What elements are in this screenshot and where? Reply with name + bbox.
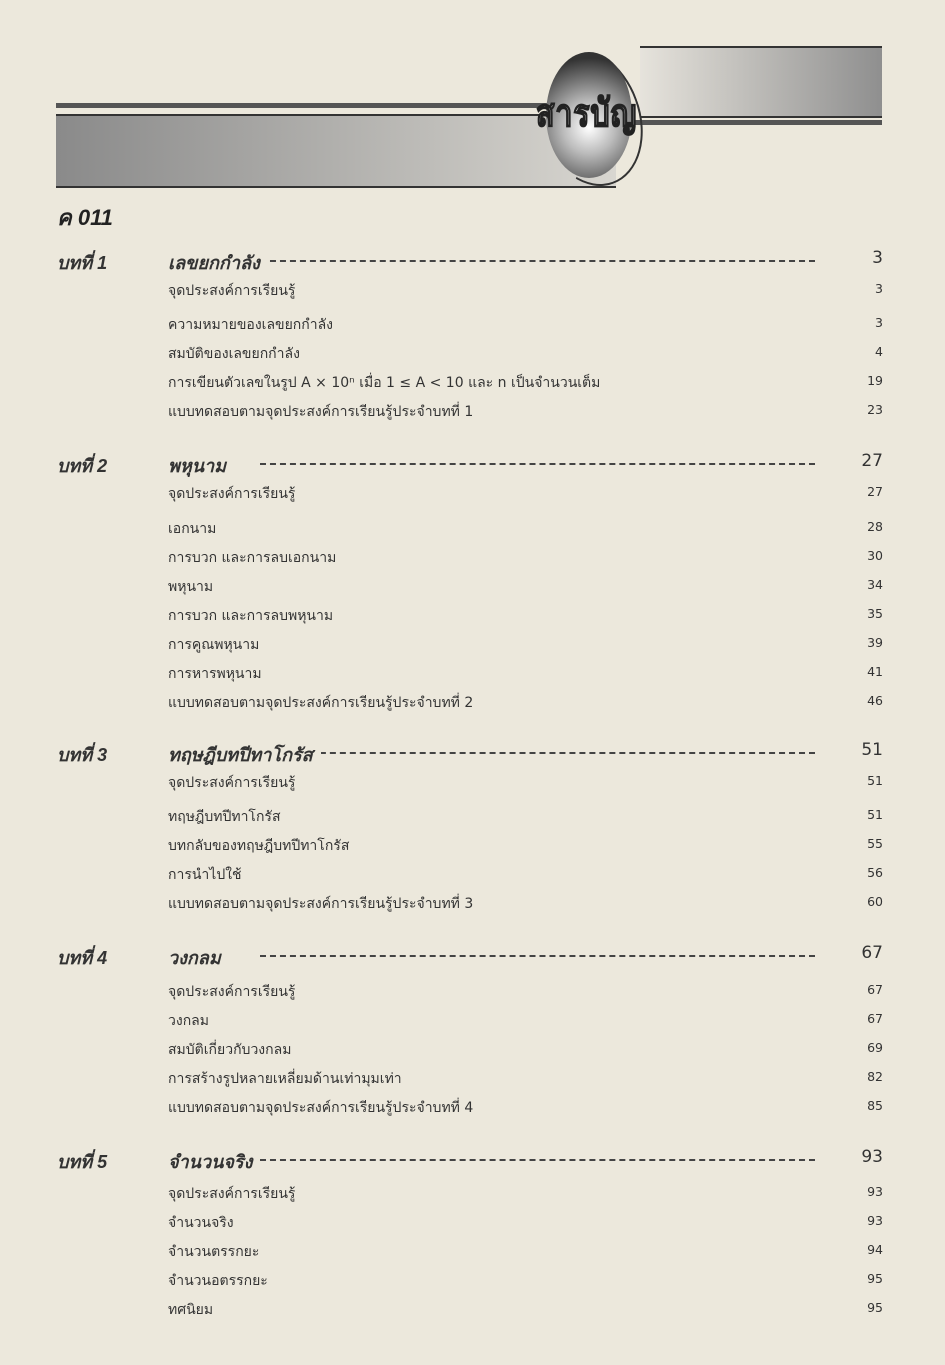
toc-entry[interactable] xyxy=(0,576,945,598)
entry-page-number: 34 xyxy=(867,577,883,592)
entry-label: จำนวนอตรรกยะ xyxy=(168,1273,268,1289)
toc-entry[interactable] xyxy=(0,547,945,569)
entry-page-number: 30 xyxy=(867,548,883,563)
entry-label: ทศนิยม xyxy=(168,1302,214,1318)
entry-label: จุดประสงค์การเรียนรู้ xyxy=(168,283,296,299)
chapter-label: บทที่ 4 xyxy=(57,948,108,968)
chapter-label: บทที่ 3 xyxy=(57,745,108,765)
toc-entry[interactable] xyxy=(0,806,945,828)
toc-entry[interactable] xyxy=(0,1010,945,1032)
chapter-heading[interactable] xyxy=(0,451,945,477)
toc-entry[interactable] xyxy=(0,692,945,714)
toc-entry[interactable] xyxy=(0,1097,945,1119)
toc-entry[interactable] xyxy=(0,1212,945,1234)
entry-page-number: 94 xyxy=(867,1242,883,1257)
entry-page-number: 60 xyxy=(867,894,883,909)
dashed-leader xyxy=(260,752,815,754)
dashed-leader xyxy=(260,260,815,262)
toc-entry[interactable] xyxy=(0,1068,945,1090)
toc-entry[interactable] xyxy=(0,1183,945,1205)
entry-label: จุดประสงค์การเรียนรู้ xyxy=(168,775,296,791)
entry-label: การบวก และการลบเอกนาม xyxy=(168,550,337,566)
entry-label: จำนวนจริง xyxy=(168,1215,234,1231)
entry-page-number: 51 xyxy=(867,807,883,822)
entry-page-number: 51 xyxy=(867,773,883,788)
toc-entry[interactable] xyxy=(0,1039,945,1061)
banner-bar-right xyxy=(640,46,882,118)
entry-label: แบบทดสอบตามจุดประสงค์การเรียนรู้ประจำบทที่ 1 xyxy=(168,404,474,420)
entry-page-number: 3 xyxy=(875,315,883,330)
dashed-leader xyxy=(260,955,815,957)
entry-label: การบวก และการลบพหุนาม xyxy=(168,608,334,624)
entry-page-number: 23 xyxy=(867,402,883,417)
entry-label: บทกลับของทฤษฎีบทปีทาโกรัส xyxy=(168,838,350,854)
entry-page-number: 19 xyxy=(867,373,883,388)
toc-entry[interactable] xyxy=(0,835,945,857)
toc-entry[interactable] xyxy=(0,343,945,365)
chapter-label: บทที่ 5 xyxy=(57,1152,108,1172)
dashed-leader xyxy=(260,1159,815,1161)
entry-label: การสร้างรูปหลายเหลี่ยมด้านเท่ามุมเท่า xyxy=(168,1071,402,1087)
entry-page-number: 27 xyxy=(867,484,883,499)
entry-page-number: 55 xyxy=(867,836,883,851)
entry-label: การเขียนตัวเลขในรูป A × 10ⁿ เมื่อ 1 ≤ A < 10 และ n เป็นจำนวนเต็ม xyxy=(168,375,601,391)
toc-entry[interactable] xyxy=(0,483,945,505)
banner-line-left xyxy=(56,103,596,108)
toc-entry[interactable] xyxy=(0,1299,945,1321)
toc-entry[interactable] xyxy=(0,772,945,794)
entry-label: เอกนาม xyxy=(168,521,217,537)
toc-entry[interactable] xyxy=(0,518,945,540)
chapter-heading[interactable] xyxy=(0,740,945,766)
toc-entry[interactable] xyxy=(0,663,945,685)
chapter-title: วงกลม xyxy=(168,943,229,972)
entry-page-number: 39 xyxy=(867,635,883,650)
entry-page-number: 67 xyxy=(867,982,883,997)
toc-entry[interactable] xyxy=(0,605,945,627)
entry-page-number: 69 xyxy=(867,1040,883,1055)
toc-entry[interactable] xyxy=(0,864,945,886)
chapter-page-number: 51 xyxy=(861,740,883,760)
toc-entry[interactable] xyxy=(0,893,945,915)
entry-page-number: 93 xyxy=(867,1213,883,1228)
toc-entry[interactable] xyxy=(0,1241,945,1263)
chapter-title: เลขยกกำลัง xyxy=(168,248,268,277)
entry-page-number: 85 xyxy=(867,1098,883,1113)
chapter-heading[interactable] xyxy=(0,943,945,969)
entry-page-number: 95 xyxy=(867,1300,883,1315)
title-banner xyxy=(0,0,945,200)
dashed-leader xyxy=(260,463,815,465)
entry-label: ทฤษฎีบทปีทาโกรัส xyxy=(168,809,281,825)
page-title: สารบัญ xyxy=(536,93,638,135)
entry-page-number: 67 xyxy=(867,1011,883,1026)
toc-entry[interactable] xyxy=(0,280,945,302)
entry-label: สมบัติเกี่ยวกับวงกลม xyxy=(168,1042,292,1058)
chapter-title: พหุนาม xyxy=(168,451,234,480)
entry-label: การนำไปใช้ xyxy=(168,867,242,883)
entry-page-number: 4 xyxy=(875,344,883,359)
toc-entry[interactable] xyxy=(0,634,945,656)
chapter-page-number: 3 xyxy=(872,248,883,268)
entry-label: การคูณพหุนาม xyxy=(168,637,260,653)
entry-page-number: 95 xyxy=(867,1271,883,1286)
entry-label: แบบทดสอบตามจุดประสงค์การเรียนรู้ประจำบทที่ 2 xyxy=(168,695,474,711)
entry-page-number: 35 xyxy=(867,606,883,621)
chapter-page-number: 93 xyxy=(861,1147,883,1167)
chapter-heading[interactable] xyxy=(0,248,945,274)
subject-code: ค 011 xyxy=(57,205,113,230)
entry-label: การหารพหุนาม xyxy=(168,666,262,682)
entry-page-number: 3 xyxy=(875,281,883,296)
chapter-label: บทที่ 2 xyxy=(57,456,108,476)
chapter-heading[interactable] xyxy=(0,1147,945,1173)
entry-label: จุดประสงค์การเรียนรู้ xyxy=(168,984,296,1000)
toc-entry[interactable] xyxy=(0,981,945,1003)
entry-page-number: 41 xyxy=(867,664,883,679)
toc-entry[interactable] xyxy=(0,372,945,394)
entry-label: สมบัติของเลขยกกำลัง xyxy=(168,346,300,362)
entry-label: จุดประสงค์การเรียนรู้ xyxy=(168,486,296,502)
entry-label: จำนวนตรรกยะ xyxy=(168,1244,260,1260)
entry-label: จุดประสงค์การเรียนรู้ xyxy=(168,1186,296,1202)
entry-page-number: 28 xyxy=(867,519,883,534)
toc-entry[interactable] xyxy=(0,401,945,423)
chapter-page-number: 27 xyxy=(861,451,883,471)
chapter-page-number: 67 xyxy=(861,943,883,963)
chapter-title: ทฤษฎีบทปีทาโกรัส xyxy=(168,740,321,769)
entry-label: พหุนาม xyxy=(168,579,214,595)
toc-entry[interactable] xyxy=(0,314,945,336)
entry-label: แบบทดสอบตามจุดประสงค์การเรียนรู้ประจำบทที่ 3 xyxy=(168,896,474,912)
toc-entry[interactable] xyxy=(0,1270,945,1292)
entry-page-number: 82 xyxy=(867,1069,883,1084)
entry-label: แบบทดสอบตามจุดประสงค์การเรียนรู้ประจำบทที่ 4 xyxy=(168,1100,474,1116)
entry-page-number: 46 xyxy=(867,693,883,708)
banner-bar-left xyxy=(56,114,616,188)
chapter-title: จำนวนจริง xyxy=(168,1147,260,1176)
chapter-label: บทที่ 1 xyxy=(57,253,108,273)
entry-page-number: 56 xyxy=(867,865,883,880)
entry-label: วงกลม xyxy=(168,1013,209,1029)
entry-page-number: 93 xyxy=(867,1184,883,1199)
entry-label: ความหมายของเลขยกกำลัง xyxy=(168,317,334,333)
